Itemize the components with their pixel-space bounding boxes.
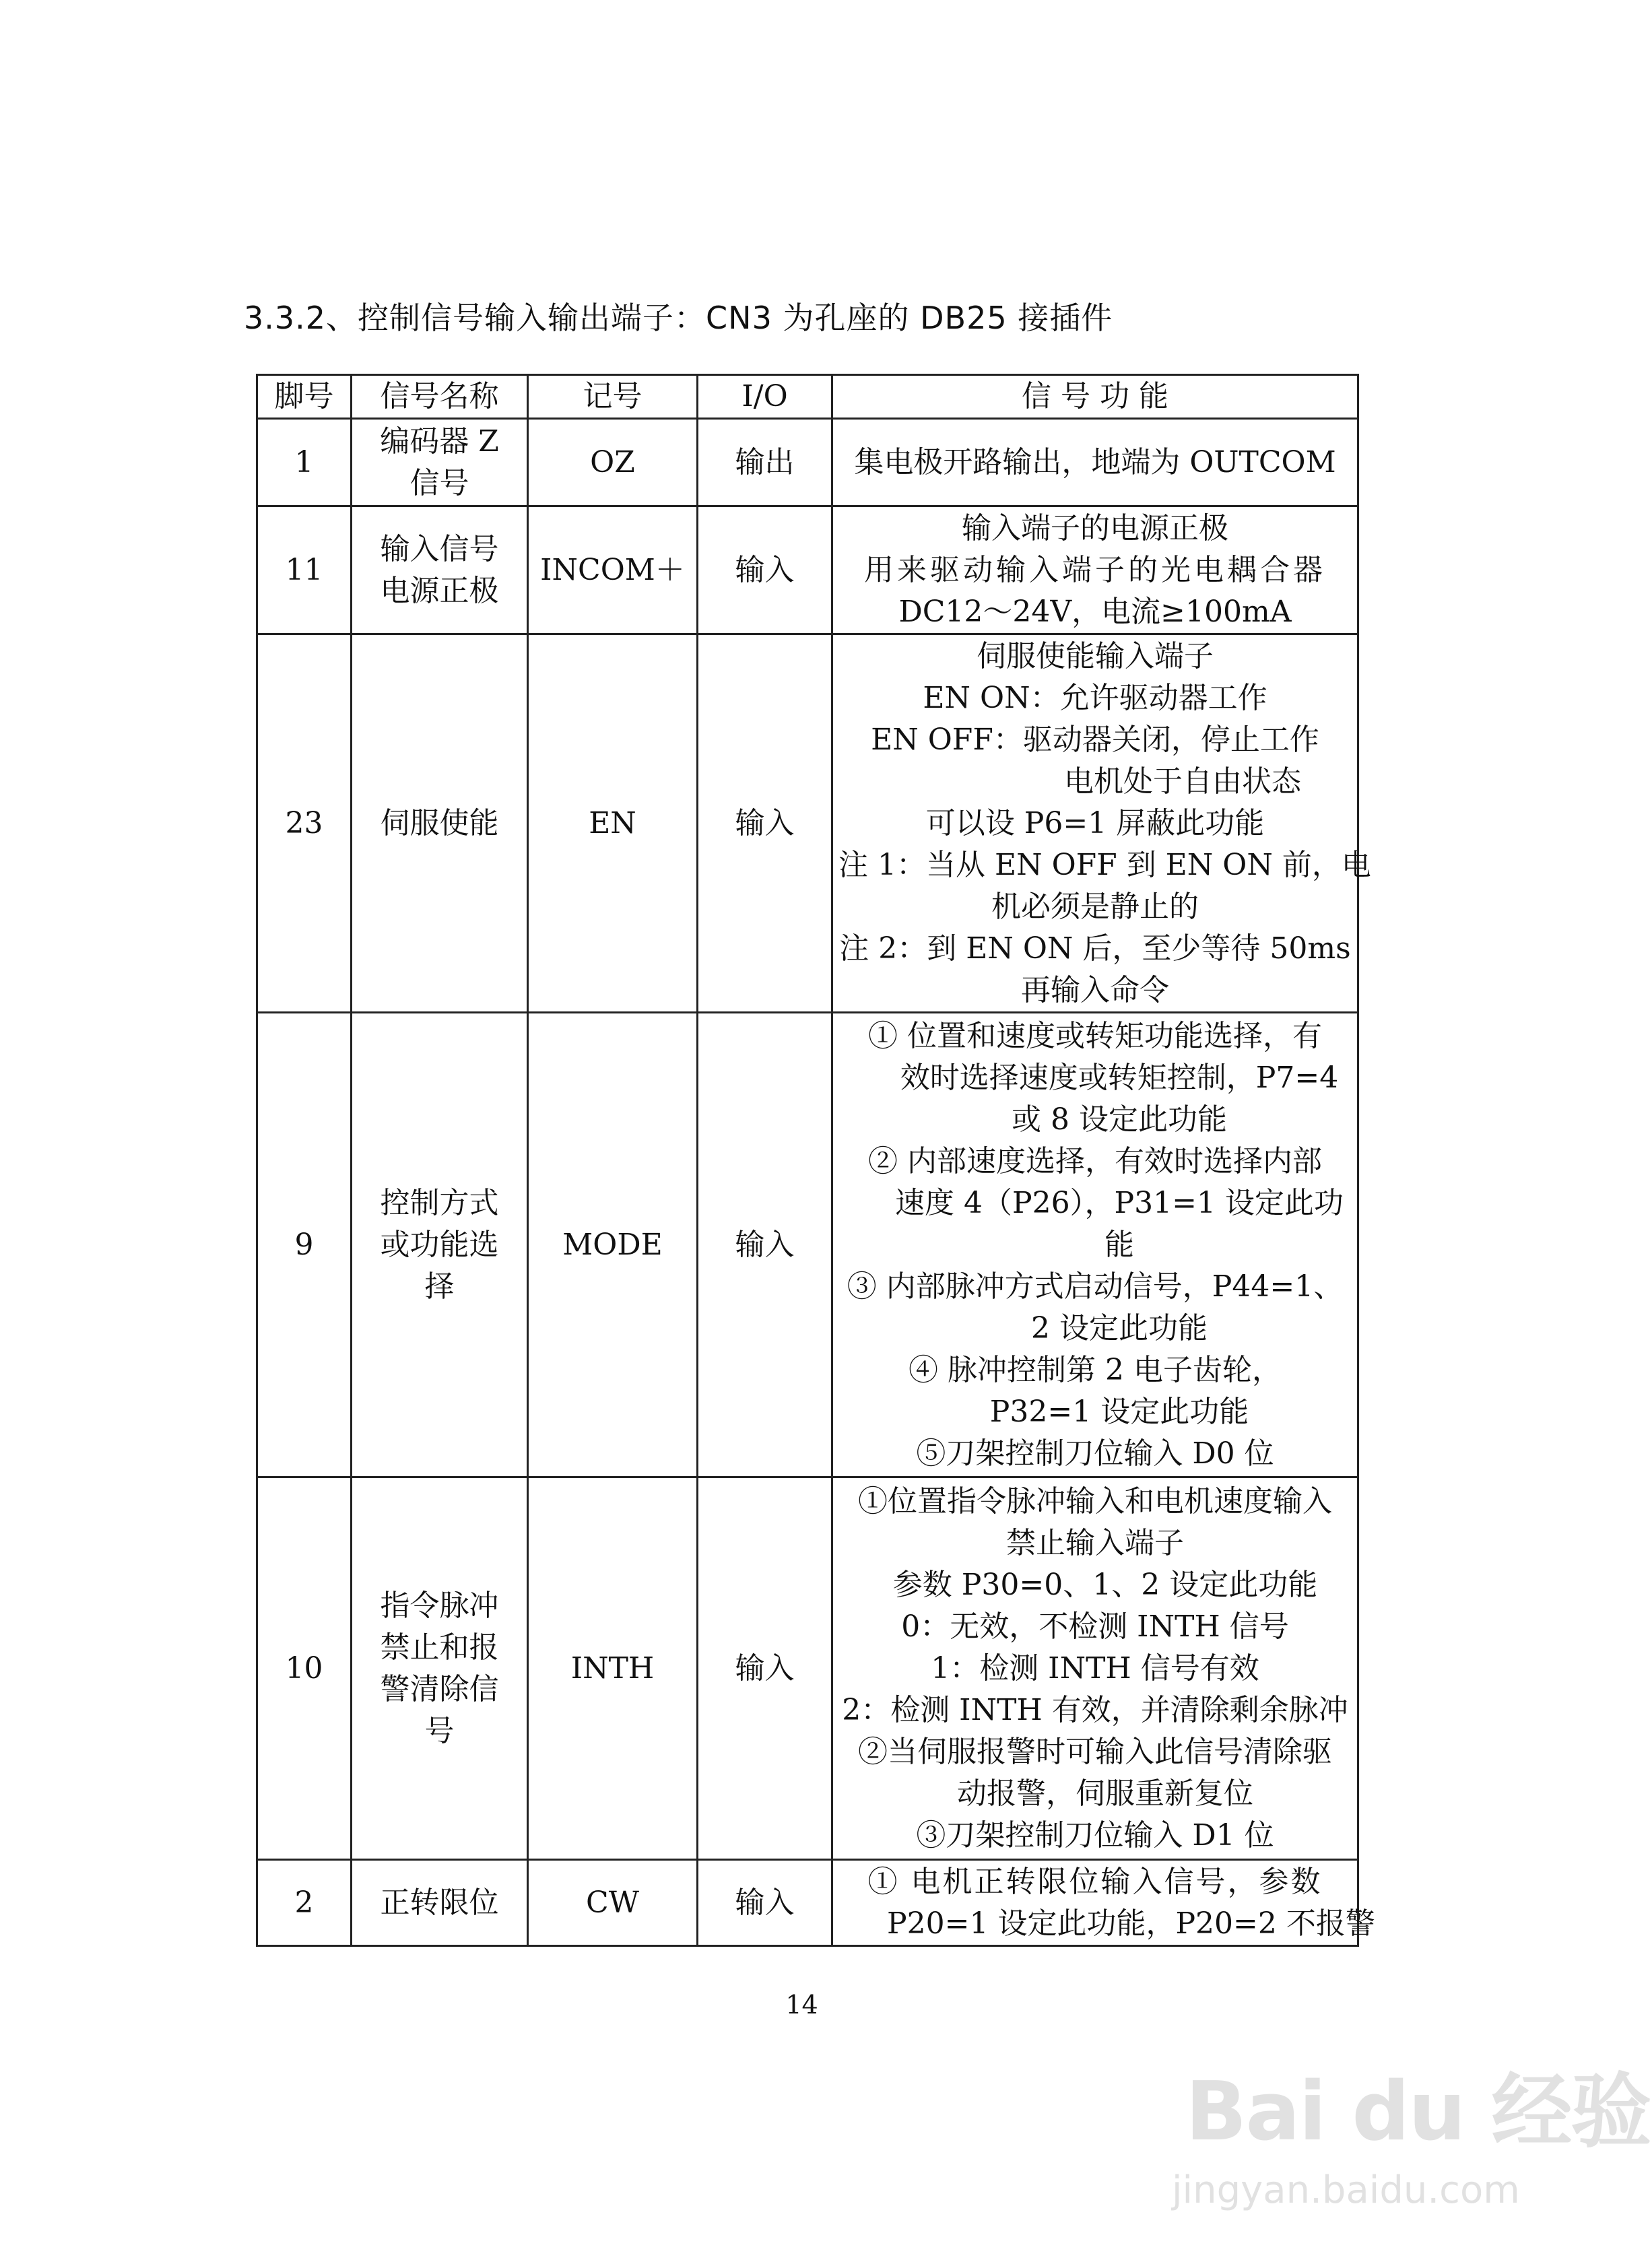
page-number: 14	[785, 1990, 818, 2020]
signal-name-cell: 正转限位	[352, 1860, 528, 1946]
code-cell: EN	[528, 634, 698, 1013]
io-cell: 输入	[698, 1860, 832, 1946]
pin-cell: 1	[257, 419, 352, 506]
function-cell: ① 电机正转限位输入信号，参数 P20=1 设定此功能，P20=2 不报警	[832, 1860, 1358, 1946]
signal-name-cell: 输入信号 电源正极	[352, 506, 528, 634]
function-cell: ① 位置和速度或转矩功能选择，有 效时选择速度或转矩控制，P7=4 或 8 设定此功能 ② 内部速度选择，有效时选择内部 速度 4（P26），P31=1 设定此功 能 ③ 内部脉冲方式启动信号，P44=1、 2 设定此功能 ④ 脉冲控制第 2 电子齿轮， P32=1 设定此功能 ⑤刀架控制刀位输入 D0 位	[832, 1013, 1358, 1477]
table-header-row	[257, 375, 1358, 419]
table-row	[257, 634, 1358, 1013]
io-cell: 输入	[698, 1013, 832, 1477]
baidu-logo: Bai du 经验	[1185, 2065, 1650, 2159]
table-row	[257, 1860, 1358, 1946]
header-pin: 脚号	[257, 375, 352, 419]
table-row	[257, 506, 1358, 634]
signal-name-cell: 控制方式 或功能选 择	[352, 1013, 528, 1477]
header-io: I/O	[698, 375, 832, 419]
io-cell: 输出	[698, 419, 832, 506]
signal-name-cell: 编码器 Z 信号	[352, 419, 528, 506]
code-cell: INTH	[528, 1477, 698, 1860]
table-row	[257, 1477, 1358, 1860]
function-cell: 输入端子的电源正极 用来驱动输入端子的光电耦合器 DC12～24V，电流≥100mA	[832, 506, 1358, 634]
section-heading: 3.3.2、控制信号输入输出端子：CN3 为孔座的 DB25 接插件	[244, 300, 1113, 336]
baidu-watermark	[1145, 2034, 1650, 2249]
table-row	[257, 1013, 1358, 1477]
pin-cell: 9	[257, 1013, 352, 1477]
header-signal-name: 信号名称	[352, 375, 528, 419]
header-function: 信 号 功 能	[832, 375, 1358, 419]
header-code: 记号	[528, 375, 698, 419]
code-cell: MODE	[528, 1013, 698, 1477]
code-cell: CW	[528, 1860, 698, 1946]
pin-table	[256, 374, 1375, 1947]
signal-name-cell: 指令脉冲 禁止和报 警清除信 号	[352, 1477, 528, 1860]
pin-cell: 23	[257, 634, 352, 1013]
io-cell: 输入	[698, 506, 832, 634]
io-cell: 输入	[698, 634, 832, 1013]
io-cell: 输入	[698, 1477, 832, 1860]
signal-name-cell: 伺服使能	[352, 634, 528, 1013]
function-cell: 集电极开路输出，地端为 OUTCOM	[832, 419, 1358, 506]
pin-cell: 10	[257, 1477, 352, 1860]
watermark-url: jingyan.baidu.com	[1172, 2168, 1520, 2212]
function-cell: 伺服使能输入端子 EN ON：允许驱动器工作 EN OFF：驱动器关闭，停止工作 电机处于自由状态 可以设 P6=1 屏蔽此功能 注 1：当从 EN OFF 到 EN ON 前，电 机必须是静止的 注 2：到 EN ON 后，至少等待 50ms 再输入命令	[832, 634, 1358, 1013]
table-row	[257, 419, 1358, 506]
code-cell: INCOM＋	[528, 506, 698, 634]
function-cell: ①位置指令脉冲输入和电机速度输入 禁止输入端子 参数 P30=0、1、2 设定此功能 0：无效，不检测 INTH 信号 1：检测 INTH 信号有效 2：检测 INTH 有效，并清除剩余脉冲 ②当伺服报警时可输入此信号清除驱 动报警，伺服重新复位 ③刀架控制刀位输入 D1 位	[832, 1477, 1358, 1860]
pin-cell: 11	[257, 506, 352, 634]
code-cell: OZ	[528, 419, 698, 506]
pin-cell: 2	[257, 1860, 352, 1946]
